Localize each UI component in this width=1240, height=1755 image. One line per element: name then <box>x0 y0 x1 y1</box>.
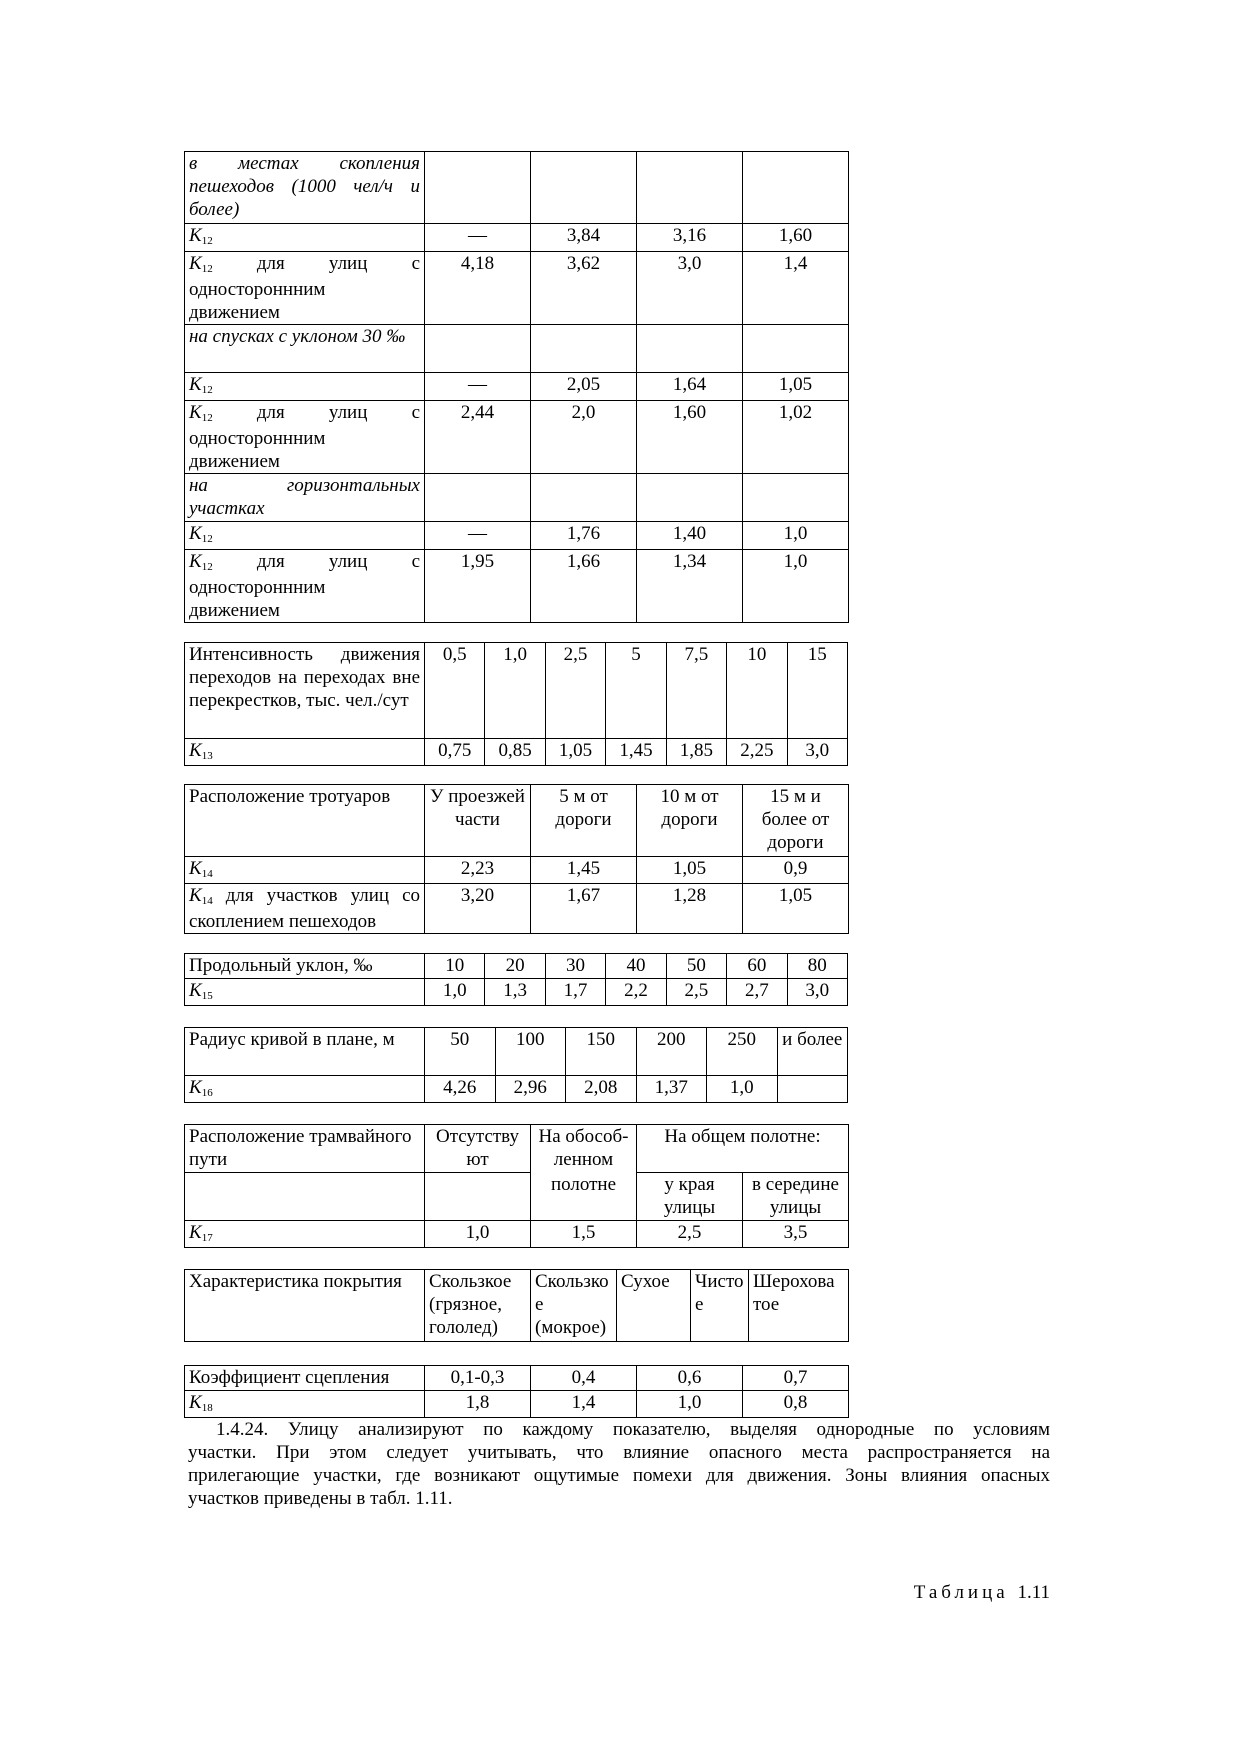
table-cell: 1,85 <box>666 739 726 766</box>
row-header: Радиус кривой в плане, м <box>185 1028 425 1076</box>
row-label: $K_{12}$ для улиц с одностороннним движением <box>185 401 425 474</box>
table-cell: 50 <box>666 954 726 979</box>
table-cell: — <box>425 224 531 252</box>
table-cell: 2,2 <box>606 979 666 1006</box>
table-row <box>185 1028 848 1076</box>
table-cell: 50 <box>425 1028 496 1076</box>
table-cell: 40 <box>606 954 666 979</box>
column-header: у края улицы <box>637 1173 743 1221</box>
table-cell: 2,5 <box>545 643 605 739</box>
table-row <box>185 152 849 224</box>
table-row <box>185 1366 849 1391</box>
coef-table-k13 <box>184 642 848 766</box>
coef-table-k18 <box>184 1365 849 1418</box>
row-label: $K_{15}$ <box>185 979 425 1006</box>
table-row <box>185 1391 849 1418</box>
table-cell: 1,4 <box>531 1391 637 1418</box>
table-cell: 1,66 <box>531 550 637 623</box>
table-cell: 3,0 <box>787 739 847 766</box>
table-cell: 1,0 <box>743 550 849 623</box>
table-cell: 1,05 <box>637 857 743 884</box>
table-cell: 60 <box>727 954 787 979</box>
row-header: Продольный уклон, ‰ <box>185 954 425 979</box>
table-cell: 1,3 <box>485 979 545 1006</box>
table-cell: 250 <box>707 1028 778 1076</box>
paragraph-line: прилегающие участки, где возникают ощутимые помехи для движения. Зоны влияния опасных <box>188 1465 1050 1486</box>
table-cell: 10 <box>727 643 787 739</box>
table-cell: 4,18 <box>425 252 531 325</box>
table-row <box>185 373 849 401</box>
table-caption-number: 1.11 <box>1017 1582 1050 1603</box>
table-cell: 0,1-0,3 <box>425 1366 531 1391</box>
coef-table-k14 <box>184 784 849 934</box>
table-cell: 3,20 <box>425 884 531 934</box>
table-cell: 1,0 <box>743 522 849 550</box>
table-cell: 1,0 <box>707 1076 778 1103</box>
table-row <box>185 643 848 739</box>
table-cell: 0,85 <box>485 739 545 766</box>
table-cell: и более <box>777 1028 848 1076</box>
table-cell: 1,45 <box>531 857 637 884</box>
table-caption-word: Таблица <box>913 1582 1009 1603</box>
body-paragraph <box>188 1418 1050 1510</box>
table-cell: 150 <box>566 1028 637 1076</box>
column-header: Отсутству ют <box>425 1125 531 1173</box>
table-cell: 1,60 <box>637 401 743 474</box>
row-label: на спусках с уклоном 30 ‰ <box>185 325 425 373</box>
table-cell: 20 <box>485 954 545 979</box>
table-cell: 1,05 <box>743 373 849 401</box>
row-label: $K_{17}$ <box>185 1221 425 1248</box>
table-cell: 1,5 <box>531 1221 637 1248</box>
table-cell: 2,23 <box>425 857 531 884</box>
row-label: $K_{12}$ <box>185 224 425 252</box>
column-header: Скользкое (грязное, гололед) <box>425 1270 531 1342</box>
table-cell: 2,44 <box>425 401 531 474</box>
table-cell: 1,7 <box>545 979 605 1006</box>
column-header: У проезжей части <box>425 785 531 857</box>
paragraph-line: участков приведены в табл. 1.11. <box>188 1488 453 1509</box>
table-cell: 3,0 <box>637 252 743 325</box>
table-cell: 1,02 <box>743 401 849 474</box>
table-row <box>185 1221 849 1248</box>
table-cell: 30 <box>545 954 605 979</box>
table-cell: 1,0 <box>485 643 545 739</box>
table-row <box>185 857 849 884</box>
table-row <box>185 1173 849 1221</box>
table-cell: — <box>425 373 531 401</box>
table-cell: 1,0 <box>425 1221 531 1248</box>
row-label: в местах скопления пешеходов (1000 чел/ч и более) <box>185 152 425 224</box>
paragraph-line: 1.4.24. Улицу анализируют по каждому показателю, выделяя однородные по условиям <box>216 1419 1050 1440</box>
table-cell: 1,60 <box>743 224 849 252</box>
table-row <box>185 325 849 373</box>
table-cell: 10 <box>425 954 485 979</box>
table-cell: 2,5 <box>637 1221 743 1248</box>
table-cell: 100 <box>495 1028 566 1076</box>
table-cell: 0,5 <box>425 643 485 739</box>
table-cell: 1,0 <box>425 979 485 1006</box>
row-label: $K_{12}$ для улиц с одностороннним движением <box>185 252 425 325</box>
table-cell: 7,5 <box>666 643 726 739</box>
table-row <box>185 979 848 1006</box>
table-cell <box>777 1076 848 1103</box>
row-label: $K_{18}$ <box>185 1391 425 1418</box>
table-cell: 2,25 <box>727 739 787 766</box>
table-cell: 2,5 <box>666 979 726 1006</box>
row-header: Расположение тротуаров <box>185 785 425 857</box>
table-row <box>185 884 849 934</box>
table-row <box>185 252 849 325</box>
row-label: $K_{12}$ <box>185 522 425 550</box>
column-header: На общем полотне: <box>637 1125 849 1173</box>
coef-table-k12 <box>184 151 849 623</box>
column-header: Шерохова тое <box>749 1270 849 1342</box>
table-cell: 15 <box>787 643 847 739</box>
table-cell: 3,62 <box>531 252 637 325</box>
coef-table-k17 <box>184 1124 849 1248</box>
column-header: 10 м от дороги <box>637 785 743 857</box>
table-cell: 1,95 <box>425 550 531 623</box>
table-cell: 2,08 <box>566 1076 637 1103</box>
table-row <box>185 739 848 766</box>
table-cell: 5 <box>606 643 666 739</box>
table-cell: 2,7 <box>727 979 787 1006</box>
table-cell: 0,4 <box>531 1366 637 1391</box>
row-header: Коэффициент сцепления <box>185 1366 425 1391</box>
row-header: Расположение трамвайного пути <box>185 1125 425 1173</box>
table-cell: 1,8 <box>425 1391 531 1418</box>
table-cell: 3,5 <box>743 1221 849 1248</box>
table-row <box>185 785 849 857</box>
column-header: Сухое <box>617 1270 691 1342</box>
table-cell: 1,67 <box>531 884 637 934</box>
surface-table <box>184 1269 849 1342</box>
coef-table-k16 <box>184 1027 848 1103</box>
table-cell: 200 <box>636 1028 707 1076</box>
row-label: $K_{16}$ <box>185 1076 425 1103</box>
table-cell: 80 <box>787 954 847 979</box>
table-row <box>185 224 849 252</box>
row-label: $K_{14}$ <box>185 857 425 884</box>
coef-table-k15 <box>184 953 848 1006</box>
row-label: на горизонтальных участках <box>185 474 425 522</box>
row-header: Интенсивность движения переходов на переходах вне перекрестков, тыс. чел./сут <box>185 643 425 739</box>
table-cell: 1,05 <box>545 739 605 766</box>
table-cell: 2,05 <box>531 373 637 401</box>
table-row <box>185 1270 849 1342</box>
row-label: $K_{12}$ <box>185 373 425 401</box>
table-cell: 2,96 <box>495 1076 566 1103</box>
row-header: Характеристика покрытия <box>185 1270 425 1342</box>
table-cell: 3,84 <box>531 224 637 252</box>
column-header: 15 м и более от дороги <box>743 785 849 857</box>
row-label: $K_{12}$ для улиц с одностороннним движением <box>185 550 425 623</box>
table-cell: 0,9 <box>743 857 849 884</box>
table-cell: 0,75 <box>425 739 485 766</box>
table-cell: 1,40 <box>637 522 743 550</box>
table-row <box>185 550 849 623</box>
table-cell: 3,0 <box>787 979 847 1006</box>
table-cell: 2,0 <box>531 401 637 474</box>
column-header: в середине улицы <box>743 1173 849 1221</box>
table-cell: 1,05 <box>743 884 849 934</box>
row-label: $K_{13}$ <box>185 739 425 766</box>
table-cell: 1,76 <box>531 522 637 550</box>
table-cell: 0,6 <box>637 1366 743 1391</box>
paragraph-line: участки. При этом следует учитывать, что влияние опасного места распространяется на <box>188 1442 1050 1463</box>
table-cell: — <box>425 522 531 550</box>
table-cell: 1,37 <box>636 1076 707 1103</box>
table-row <box>185 522 849 550</box>
table-cell: 1,28 <box>637 884 743 934</box>
table-cell: 0,8 <box>743 1391 849 1418</box>
table-cell: 1,34 <box>637 550 743 623</box>
table-row <box>185 1125 849 1173</box>
table-cell: 0,7 <box>743 1366 849 1391</box>
table-cell: 4,26 <box>425 1076 496 1103</box>
table-caption <box>880 1582 1050 1604</box>
table-cell: 3,16 <box>637 224 743 252</box>
column-header: Чисто е <box>691 1270 749 1342</box>
table-cell: 1,64 <box>637 373 743 401</box>
table-row <box>185 401 849 474</box>
column-header: полотне <box>531 1173 637 1221</box>
table-cell: 1,0 <box>637 1391 743 1418</box>
table-cell: 1,45 <box>606 739 666 766</box>
column-header: Скользко е (мокрое) <box>531 1270 617 1342</box>
column-header: На обособ-ленном <box>531 1125 637 1173</box>
row-label: $K_{14}$ для участков улиц со скоплением пешеходов <box>185 884 425 934</box>
table-row <box>185 1076 848 1103</box>
table-row <box>185 474 849 522</box>
table-cell: 1,4 <box>743 252 849 325</box>
table-row <box>185 954 848 979</box>
column-header: 5 м от дороги <box>531 785 637 857</box>
